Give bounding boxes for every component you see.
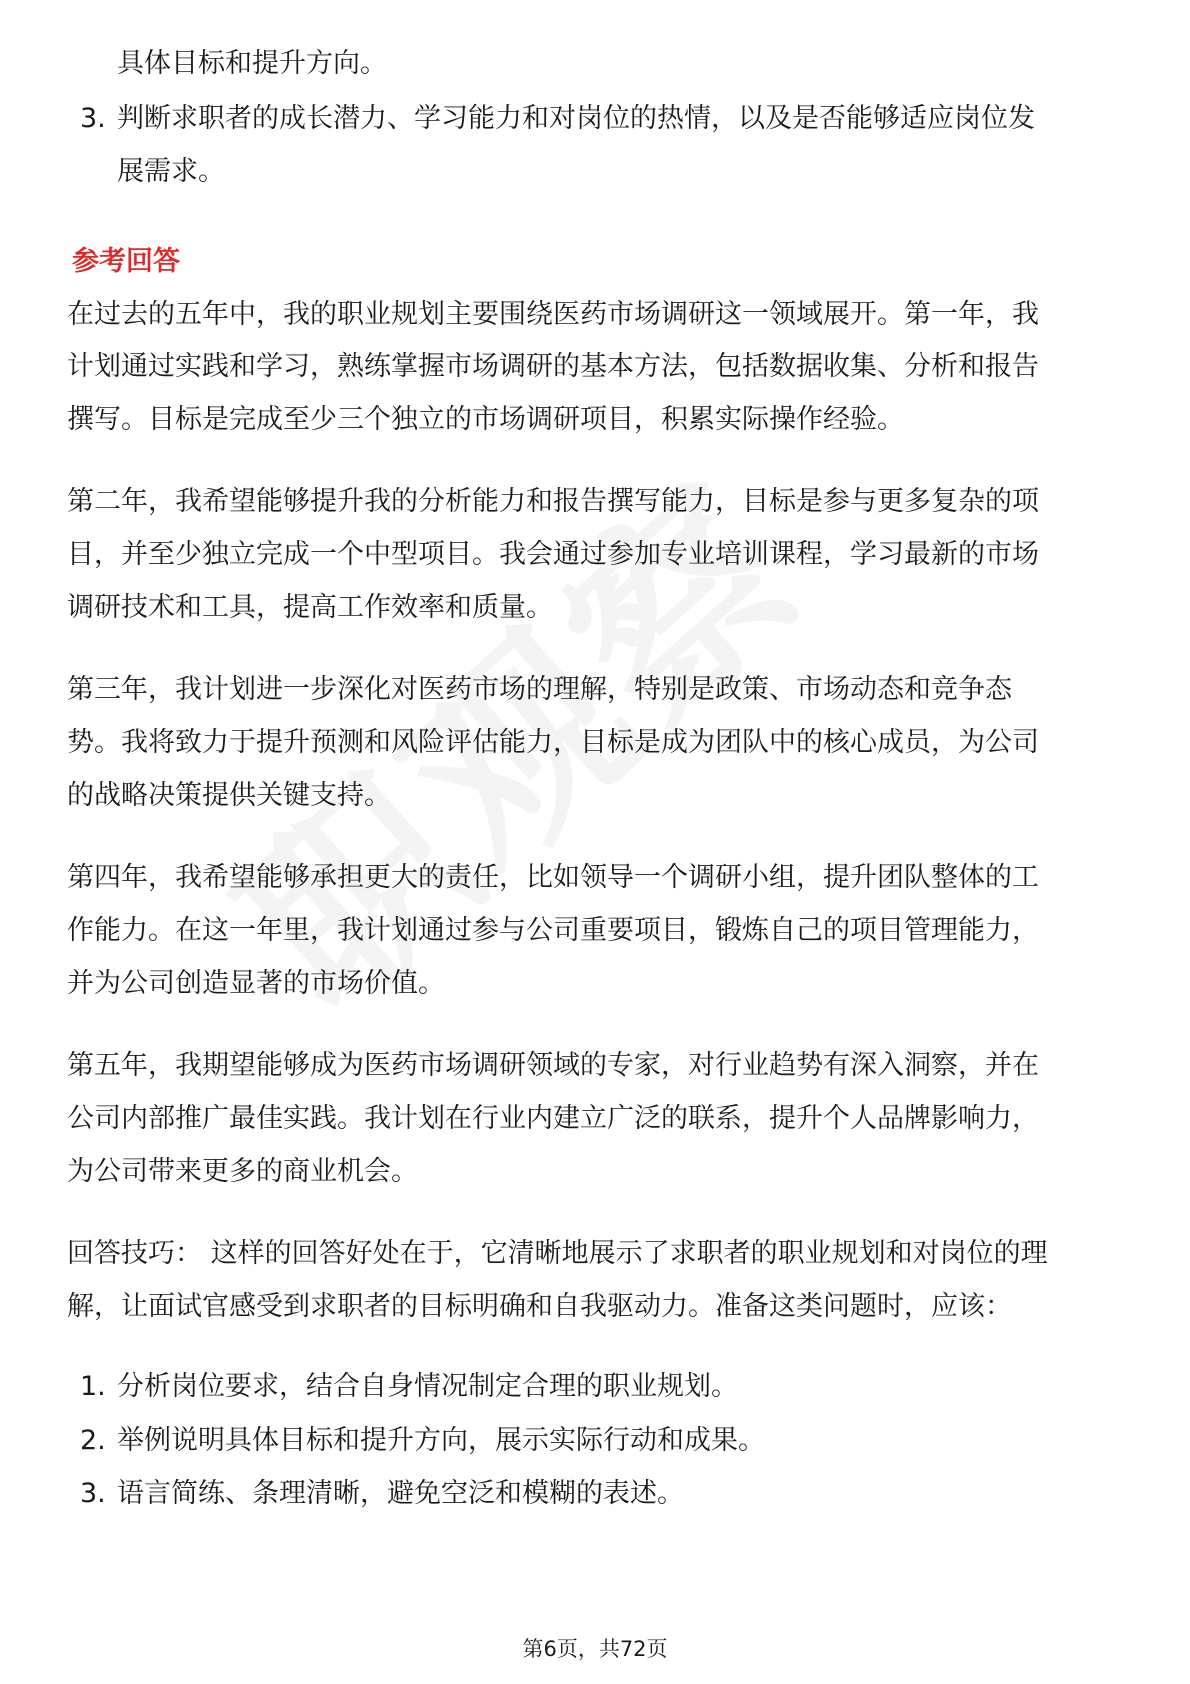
list-item-3-line-1: 判断求职者的成长潜力、学习能力和对岗位的热情，以及是否能够适应岗位发: [117, 103, 1035, 134]
paragraph-4-line-1: 第四年，我希望能够承担更大的责任，比如领导一个调研小组，提升团队整体的工: [67, 862, 1039, 893]
paragraph-1-line-1: 在过去的五年中，我的职业规划主要围绕医药市场调研这一领域展开。第一年，我: [67, 299, 1039, 330]
tip-item-3: 语言简练、条理清晰，避免空泛和模糊的表述。: [117, 1478, 684, 1509]
paragraph-5-line-2: 公司内部推广最佳实践。我计划在行业内建立广泛的联系，提升个人品牌影响力，: [67, 1103, 1039, 1134]
tip-number-2: 2.: [80, 1425, 106, 1456]
tip-number-3: 3.: [80, 1478, 106, 1509]
paragraph-3-line-3: 的战略决策提供关键支持。: [67, 780, 391, 811]
paragraph-1-line-3: 撰写。目标是完成至少三个独立的市场调研项目，积累实际操作经验。: [67, 404, 904, 435]
tips-intro-line-2: 解，让面试官感受到求职者的目标明确和自我驱动力。准备这类问题时，应该：: [67, 1291, 1012, 1322]
paragraph-3-line-2: 势。我将致力于提升预测和风险评估能力，目标是成为团队中的核心成员，为公司: [67, 727, 1039, 758]
tip-number-1: 1.: [80, 1371, 106, 1402]
tip-item-2: 举例说明具体目标和提升方向，展示实际行动和成果。: [117, 1425, 765, 1456]
tips-intro-line-1: 回答技巧： 这样的回答好处在于，它清晰地展示了求职者的职业规划和对岗位的理: [67, 1238, 1048, 1269]
paragraph-2-line-3: 调研技术和工具，提高工作效率和质量。: [67, 592, 553, 623]
answer-heading: 参考回答: [72, 246, 180, 277]
paragraph-4-line-2: 作能力。在这一年里，我计划通过参与公司重要项目，锻炼自己的项目管理能力，: [67, 915, 1039, 946]
paragraph-5-line-1: 第五年，我期望能够成为医药市场调研领域的专家，对行业趋势有深入洞察，并在: [67, 1050, 1039, 1081]
list-item-3-line-2: 展需求。: [117, 156, 225, 187]
paragraph-2-line-2: 目，并至少独立完成一个中型项目。我会通过参加专业培训课程，学习最新的市场: [67, 539, 1039, 570]
list-number-3: 3.: [80, 103, 106, 134]
page-number-footer: 第6页，共72页: [522, 1637, 668, 1661]
paragraph-3-line-1: 第三年，我计划进一步深化对医药市场的理解，特别是政策、市场动态和竞争态: [67, 674, 1012, 705]
paragraph-4-line-3: 并为公司创造显著的市场价值。: [67, 968, 445, 999]
list-item-2-continuation: 具体目标和提升方向。: [117, 48, 387, 79]
paragraph-1-line-2: 计划通过实践和学习，熟练掌握市场调研的基本方法，包括数据收集、分析和报告: [67, 351, 1039, 382]
paragraph-5-line-3: 为公司带来更多的商业机会。: [67, 1156, 418, 1187]
paragraph-2-line-1: 第二年，我希望能够提升我的分析能力和报告撰写能力，目标是参与更多复杂的项: [67, 486, 1039, 517]
tip-item-1: 分析岗位要求，结合自身情况制定合理的职业规划。: [117, 1371, 738, 1402]
